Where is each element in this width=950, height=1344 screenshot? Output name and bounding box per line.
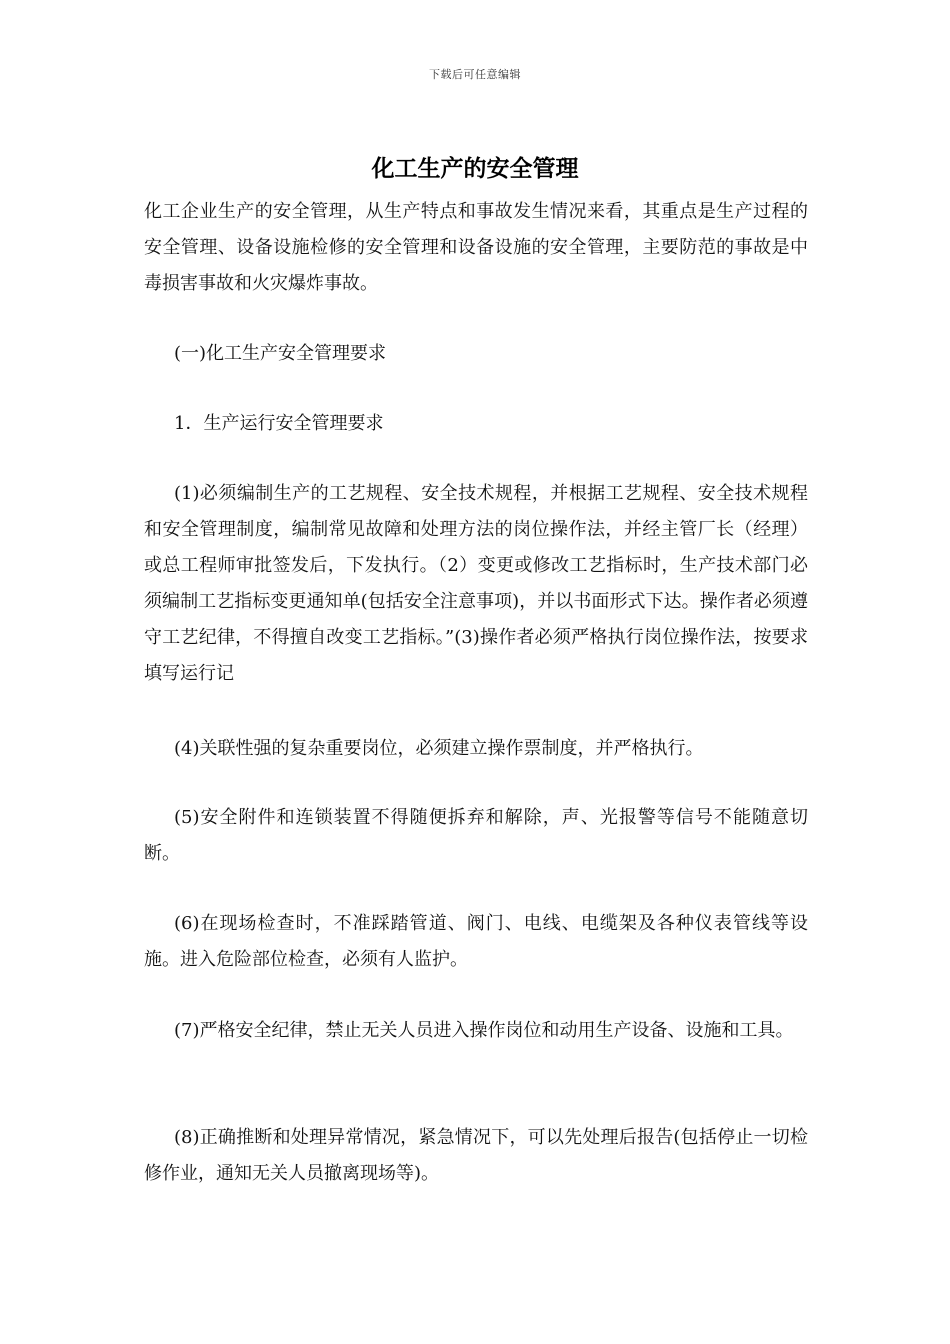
paragraph-item-6: (6)在现场检查时，不准踩踏管道、阀门、电线、电缆架及各种仪表管线等设施。进入危险部位检查，必须有人监护。: [144, 913, 808, 970]
section-heading: (一)化工生产安全管理要求: [174, 343, 387, 364]
paragraph-item-7: (7)严格安全纪律，禁止无关人员进入操作岗位和动用生产设备、设施和工具。: [174, 1020, 794, 1041]
paragraph-item-8: (8)正确推断和处理异常情况，紧急情况下，可以先处理后报告(包括停止一切检修作业，通知无关人员撤离现场等)。: [144, 1127, 808, 1184]
paragraph-item-1: (1)必须编制生产的工艺规程、安全技术规程，并根据工艺规程、安全技术规程和安全管理制度，编制常见故障和处理方法的岗位操作法，并经主管厂长（经理）或总工程师审批签发后，下发执行。（2）变更或修改工艺指标时，生产技术部门必须编制工艺指标变更通知单(包括安全注意事项)，并以书面形式下达。操作者必须遵守工艺纪律，不得擅自改变工艺指标。”(3)操作者必须严格执行岗位操作法，按要求填写运行记: [144, 483, 808, 684]
subsection-heading: 1．生产运行安全管理要求: [174, 413, 384, 434]
paragraph-item-4: (4)关联性强的复杂重要岗位，必须建立操作票制度，并严格执行。: [174, 738, 704, 759]
page-header: 下载后可任意编辑: [429, 68, 521, 81]
intro-paragraph: 化工企业生产的安全管理，从生产特点和事故发生情况来看，其重点是生产过程的安全管理、设备设施检修的安全管理和设备设施的安全管理，主要防范的事故是中毒损害事故和火灾爆炸事故。: [144, 201, 808, 294]
document-title: 化工生产的安全管理: [371, 156, 579, 182]
paragraph-item-5: (5)安全附件和连锁装置不得随便拆弃和解除，声、光报警等信号不能随意切断。: [144, 807, 808, 864]
